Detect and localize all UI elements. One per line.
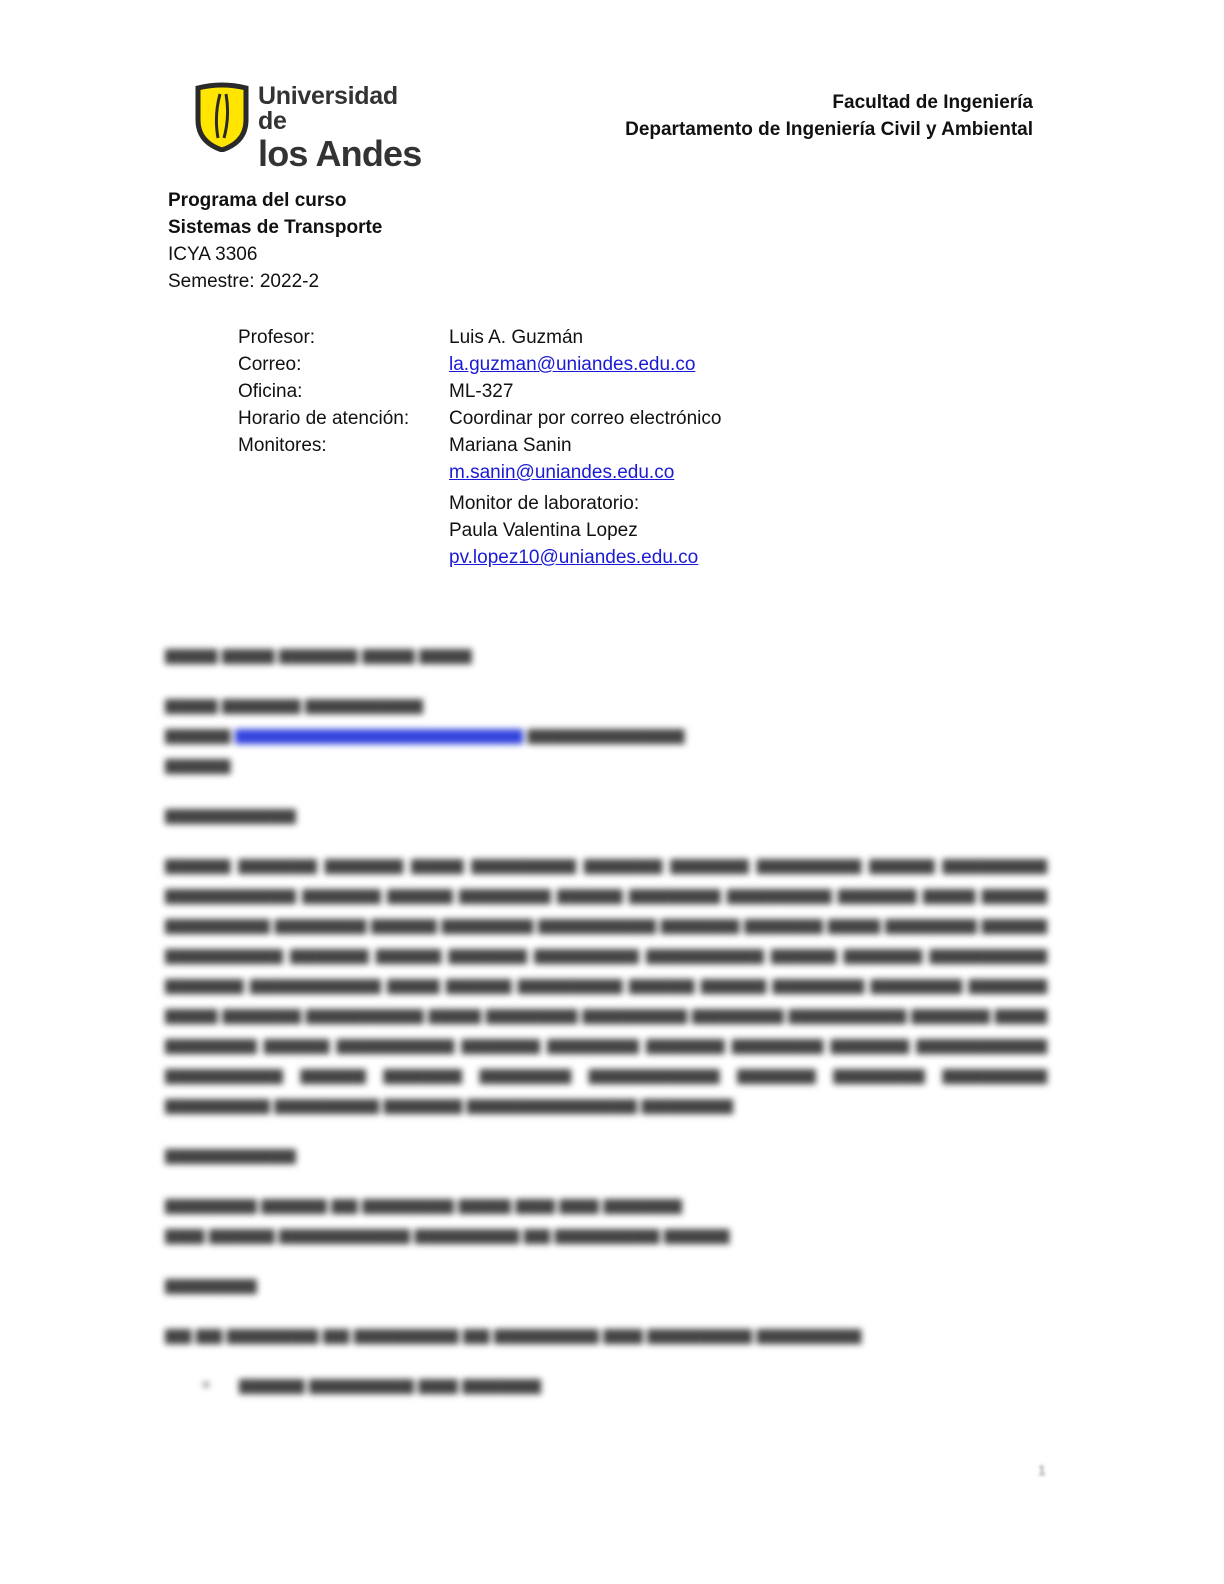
- professor-row: [238, 324, 721, 351]
- blurred-room: ▆▆▆▆ ▆▆▆▆▆▆ ▆▆▆▆▆▆▆▆▆ ▆▆▆▆▆ ▆▆▆▆▆▆▆▆▆▆▆▆▆▆▆▆▆▆▆▆▆▆ ▆▆▆▆▆▆▆▆▆▆▆▆ ▆▆▆▆▆: [165, 695, 685, 774]
- monitors-values: [449, 432, 698, 571]
- blurred-heading-2: ▆▆▆▆▆▆▆▆▆▆: [165, 1145, 296, 1164]
- department-name: Departamento de Ingeniería Civil y Ambiental: [625, 119, 1033, 140]
- blurred-schedule-detail: ▆▆▆▆▆▆▆ ▆▆▆▆▆ ▆▆ ▆▆▆▆▆▆▆ ▆▆▆▆ ▆▆▆ ▆▆▆ ▆▆▆▆▆▆ ▆▆▆ ▆▆▆▆▆ ▆▆▆▆▆▆▆▆▆▆ ▆▆▆▆▆▆▆▆ ▆▆ ▆▆▆▆▆▆▆▆ ▆▆▆▆▆: [165, 1195, 730, 1244]
- blurred-bullet: ▪ ▆▆▆▆▆ ▆▆▆▆▆▆▆▆ ▆▆▆ ▆▆▆▆▆▆: [203, 1375, 541, 1394]
- email-row: [238, 351, 721, 378]
- monitor-name: Mariana Sanin: [449, 435, 572, 456]
- monitor-email-link[interactable]: m.sanin@uniandes.edu.co: [449, 462, 675, 483]
- professor-label: Profesor:: [238, 327, 316, 348]
- professor-email-link[interactable]: la.guzman@uniandes.edu.co: [449, 354, 696, 375]
- professor-value: Luis A. Guzmán: [449, 327, 584, 348]
- email-label: Correo:: [238, 354, 302, 375]
- page-number: 1: [1038, 1462, 1046, 1478]
- office-value: ML-327: [449, 381, 514, 402]
- logo-line2: los Andes: [258, 133, 422, 174]
- course-semester: Semestre: 2022-2: [168, 271, 320, 292]
- lab-monitor-email-link[interactable]: pv.lopez10@uniandes.edu.co: [449, 547, 699, 568]
- course-info: [238, 324, 721, 571]
- office-label: Oficina:: [238, 381, 303, 402]
- blurred-heading-1: ▆▆▆▆▆▆▆▆▆▆: [165, 805, 296, 824]
- university-logo: [194, 80, 424, 174]
- office-row: [238, 378, 721, 405]
- hours-row: [238, 405, 721, 432]
- lab-monitor-label: Monitor de laboratorio:: [449, 493, 640, 514]
- blurred-content: [165, 640, 1047, 1400]
- course-header: [168, 187, 382, 295]
- hours-label: Horario de atención:: [238, 408, 410, 429]
- blurred-lab-intro: ▆▆ ▆▆ ▆▆▆▆▆▆▆ ▆▆ ▆▆▆▆▆▆▆▆ ▆▆ ▆▆▆▆▆▆▆▆ ▆▆▆ ▆▆▆▆▆▆▆▆ ▆▆▆▆▆▆▆▆: [165, 1325, 862, 1344]
- course-label: Programa del curso: [168, 190, 347, 211]
- lab-monitor-name: Paula Valentina Lopez: [449, 520, 638, 541]
- faculty-name: Facultad de Ingeniería: [832, 92, 1033, 113]
- blurred-heading-3: ▆▆▆▆▆▆▆: [165, 1275, 257, 1294]
- blurred-schedule: ▆▆▆▆ ▆▆▆▆ ▆▆▆▆▆▆ ▆▆▆▆ ▆▆▆▆: [165, 645, 472, 664]
- logo-line1: Universidad de: [258, 82, 398, 135]
- monitors-row: [238, 432, 721, 571]
- course-name: Sistemas de Transporte: [168, 217, 383, 238]
- faculty-header: [625, 89, 1033, 143]
- hours-value: Coordinar por correo electrónico: [449, 408, 722, 429]
- monitors-label: Monitores:: [238, 435, 327, 456]
- course-code: ICYA 3306: [168, 244, 258, 265]
- blurred-description: ▆▆▆▆▆ ▆▆▆▆▆▆ ▆▆▆▆▆▆ ▆▆▆▆ ▆▆▆▆▆▆▆▆ ▆▆▆▆▆▆ ▆▆▆▆▆▆ ▆▆▆▆▆▆▆▆ ▆▆▆▆▆ ▆▆▆▆▆▆▆▆ ▆▆▆▆▆▆▆▆▆▆ ▆▆▆▆▆▆ ▆▆▆▆▆ ▆▆▆▆▆▆▆ ▆▆▆▆▆ ▆▆▆▆▆▆▆ ▆▆▆▆▆▆▆▆ ▆▆▆▆▆▆ ▆▆▆▆ ▆▆▆▆▆ ▆▆▆▆▆▆▆▆ ▆▆▆▆▆▆▆ ▆▆▆▆▆ ▆▆▆▆▆▆▆ ▆▆▆▆▆▆▆▆▆ ▆▆▆▆▆▆ ▆▆▆▆▆▆ ▆▆▆▆ ▆▆▆▆▆▆▆ ▆▆▆▆▆ ▆▆▆▆▆▆▆▆▆ ▆▆▆▆▆▆ ▆▆▆▆▆ ▆▆▆▆▆▆ ▆▆▆▆▆▆▆▆ ▆▆▆▆▆▆▆▆▆ ▆▆▆▆▆ ▆▆▆▆▆▆ ▆▆▆▆▆▆▆▆▆ ▆▆▆▆▆▆ ▆▆▆▆▆▆▆▆▆▆ ▆▆▆▆ ▆▆▆▆▆ ▆▆▆▆▆▆▆▆ ▆▆▆▆▆ ▆▆▆▆▆ ▆▆▆▆▆▆▆ ▆▆▆▆▆▆▆ ▆▆▆▆▆▆ ▆▆▆▆ ▆▆▆▆▆▆ ▆▆▆▆▆▆▆▆▆ ▆▆▆▆ ▆▆▆▆▆▆▆ ▆▆▆▆▆▆▆▆ ▆▆▆▆▆▆▆ ▆▆▆▆▆▆▆▆▆ ▆▆▆▆▆▆ ▆▆▆▆ ▆▆▆▆▆▆▆ ▆▆▆▆▆ ▆▆▆▆▆▆▆▆▆ ▆▆▆▆▆▆ ▆▆▆▆▆▆▆ ▆▆▆▆▆▆ ▆▆▆▆▆▆▆ ▆▆▆▆▆▆ ▆▆▆▆▆▆▆▆▆▆ ▆▆▆▆▆▆▆▆▆ ▆▆▆▆▆ ▆▆▆▆▆▆ ▆▆▆▆▆▆▆ ▆▆▆▆▆▆▆▆▆▆ ▆▆▆▆▆▆ ▆▆▆▆▆▆▆ ▆▆▆▆▆▆▆▆ ▆▆▆▆▆▆▆▆ ▆▆▆▆▆▆▆▆ ▆▆▆▆▆▆ ▆▆▆▆▆▆▆▆▆▆▆▆▆ ▆▆▆▆▆▆▆: [165, 855, 1047, 1114]
- andes-shield-icon: [194, 82, 250, 152]
